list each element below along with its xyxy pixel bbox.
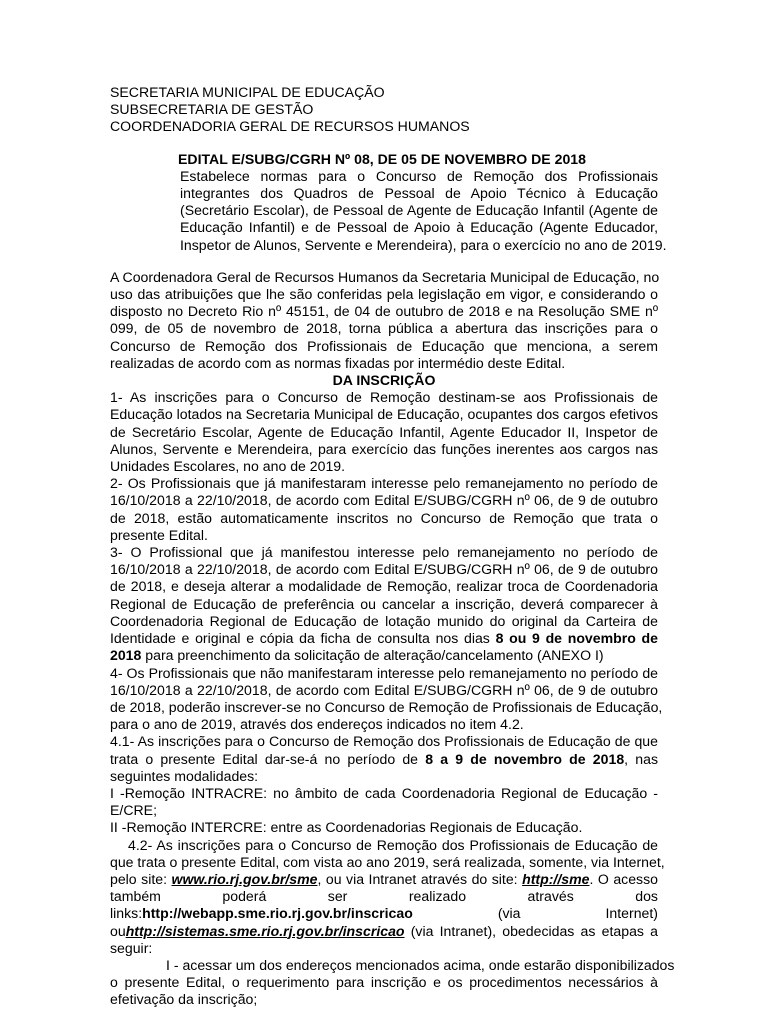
item-3-line: Coordenadoria Regional de Educação de lotação munido do original da Carteira de (110, 612, 658, 629)
item-1-line: Unidades Escolares, no ano de 2019. (110, 458, 346, 475)
item-4-2-line: que trata o presente Edital, com vista ao ano 2019, será realizada, somente, via Internet, (110, 853, 665, 870)
item-4-2 (110, 836, 665, 957)
item-3-year-bold: 2018 (110, 647, 142, 664)
item-3-line (110, 647, 658, 664)
item-2-line: 16/10/2018 a 22/10/2018, de acordo com Edital E/SUBG/CGRH nº 06, de 9 de outubro (110, 492, 658, 509)
item-4-1-line (110, 751, 658, 768)
item-1-line: Educação lotados na Secretaria Municipal de Educação, ocupantes dos cargos efetivos (110, 406, 658, 423)
item-4-line: 4- Os Profissionais que não manifestaram interesse pelo remanejamento no período de (110, 664, 658, 681)
item-4-2-line (110, 888, 658, 905)
intro-line: disposto no Decreto Rio nº 45151, de 04 de outubro de 2018 e na Resolução SME nº (110, 303, 658, 320)
document-header (110, 84, 658, 136)
step-i (110, 956, 675, 1009)
summary-line: Estabelece normas para o Concurso de Remoção dos Profissionais (180, 167, 658, 184)
item-3-line: 3- O Profissional que já manifestou interesse pelo remanejamento no período de (110, 544, 658, 561)
item-4-1-text: trata o presente Edital dar-se-á no período de (110, 750, 426, 767)
item-3-dates-bold: 8 ou 9 de novembro de (495, 630, 658, 647)
item-4-2-text: . O acesso (589, 870, 658, 887)
item-4-2-line (110, 923, 658, 940)
item-4-2-text: pelo site: (110, 870, 172, 887)
item-3-line: Regional de Educação de preferência ou cancelar a inscrição, deverá comparecer à (110, 595, 658, 612)
intro-line: Concurso de Remoção dos Profissionais de Educação que menciona, a serem (110, 337, 658, 354)
item-4-2-line (110, 871, 658, 888)
item-4-line: 16/10/2018 a 22/10/2018, de acordo com Edital E/SUBG/CGRH nº 06, de 9 de outubro (110, 681, 658, 698)
edital-title: EDITAL E/SUBG/CGRH Nº 08, DE 05 DE NOVEMBRO DE 2018 (178, 150, 586, 167)
item-4-1-line: 4.1- As inscrições para o Concurso de Remoção dos Profissionais de Educação de que (110, 733, 658, 750)
link-webapp-inscricao[interactable]: http://webapp.sme.rio.rj.gov.br/inscricao (142, 905, 413, 922)
item-4-2-text: (via Intranet) (404, 922, 493, 939)
word: ser (327, 888, 348, 905)
item-2 (110, 475, 658, 544)
item-4-1-period-bold: 8 a 9 de novembro de 2018 (425, 750, 625, 767)
step-i-line: I - acessar um dos endereços mencionados acima, onde estarão disponibilizados (166, 956, 675, 973)
link-intranet-sme[interactable]: http://sme (522, 870, 590, 887)
item-4-2-line (110, 905, 658, 922)
item-1-line: de Secretário Escolar, Agente de Educação Infantil, Agente Educador II, Inspetor de (110, 423, 658, 440)
intro-line: 099, de 05 de novembro de 2018, torna pública a abertura das inscrições para o (110, 320, 658, 337)
item-3-line: 16/10/2018 a 22/10/2018, de acordo com Edital E/SUBG/CGRH nº 06, de 9 de outubro (110, 561, 658, 578)
item-4-1-line: seguintes modalidades: (110, 767, 259, 784)
item-3-line (110, 630, 658, 647)
word: dos (635, 888, 658, 905)
intro-paragraph (110, 269, 658, 372)
intro-line: uso das atribuições que lhe são conferidas pela legislação em vigor, e considerando o (110, 286, 658, 303)
step-i-line: efetivação da inscrição; (110, 991, 258, 1008)
summary-line: integrantes dos Quadros de Pessoal de Apoio Técnico à Educação (180, 185, 658, 202)
item-4-2-text: , ou via Intranet através do site: (317, 870, 523, 887)
section-title: DA INSCRIÇÃO (332, 372, 436, 389)
intro-line: realizadas de acordo com as normas fixadas por intermédio deste Edital. (110, 354, 566, 371)
summary-line: Inspetor de Alunos, Servente e Merendeira), para o exercício no ano de 2019. (180, 236, 667, 253)
summary-line: Educação Infantil) e de Pessoal de Apoio à Educação (Agente Educador, (180, 219, 658, 236)
modality-intracre: I -Remoção INTRACRE: no âmbito de cada Coordenadoria Regional de Educação - (110, 784, 658, 801)
summary-line: (Secretário Escolar), de Pessoal de Agente de Educação Infantil (Agente de (180, 202, 658, 219)
intro-line: A Coordenadora Geral de Recursos Humanos da Secretaria Municipal de Educação, no (110, 268, 660, 285)
item-1-line: Alunos, Servente e Merendeira, para exercício das funções inerentes aos cargos nas (110, 440, 658, 457)
item-2-line: presente Edital. (110, 526, 208, 543)
word: através (527, 888, 574, 905)
header-line-secretaria: SECRETARIA MUNICIPAL DE EDUCAÇÃO (110, 84, 385, 100)
item-4 (110, 664, 663, 734)
edital-summary (180, 167, 667, 254)
word: também (110, 888, 161, 905)
item-4-2-text: ou (110, 922, 126, 939)
item-1-line: 1- As inscrições para o Concurso de Remoção destinam-se aos Profissionais de (110, 389, 658, 406)
item-4-2-text: Internet) (605, 905, 659, 922)
link-sistemas-inscricao[interactable]: http://sistemas.sme.rio.rj.gov.br/inscricao (125, 922, 405, 939)
item-4-2-line: 4.2- As inscrições para o Concurso de Remoção dos Profissionais de Educação de (128, 836, 658, 853)
modality-intercre: II -Remoção INTERCRE: entre as Coordenadorias Regionais de Educação. (110, 819, 583, 836)
item-4-2-line: seguir: (110, 939, 153, 956)
link-sme-site[interactable]: www.rio.rj.gov.br/sme (171, 870, 318, 887)
item-4-2-text: links: (110, 905, 143, 922)
item-2-line: de 2018, estão automaticamente inscritos no Concurso de Remoção que trata o (110, 509, 658, 526)
word: realizado (408, 888, 467, 905)
item-4-1 (110, 733, 658, 836)
modality-intracre-cont: E/CRE; (110, 802, 157, 819)
item-4-2-text: , obedecidas as etapas a (492, 922, 658, 939)
item-4-line: de 2018, poderão inscrever-se no Concurso de Remoção de Profissionais de Educação, (110, 698, 663, 715)
item-4-line: para o ano de 2019, através dos endereços indicados no item 4.2. (110, 716, 524, 733)
step-i-line: o presente Edital, o requerimento para inscrição e os procedimentos necessários à (110, 974, 658, 991)
item-2-line: 2- Os Profissionais que já manifestaram interesse pelo remanejamento no período de (110, 475, 658, 492)
header-line-coordenadoria: COORDENADORIA GERAL DE RECURSOS HUMANOS (110, 118, 470, 135)
item-4-1-text: , nas (624, 750, 658, 767)
header-line-subsecretaria: SUBSECRETARIA DE GESTÃO (110, 101, 314, 118)
item-3-text: Identidade e original e cópia da ficha de consulta nos dias (110, 630, 496, 647)
item-3-text: para preenchimento da solicitação de alteração/cancelamento (ANEXO I) (141, 647, 604, 664)
item-3 (110, 544, 658, 664)
item-1 (110, 389, 658, 475)
item-3-line: de 2018, e deseja alterar a modalidade de Remoção, realizar troca de Coordenadoria (110, 578, 658, 595)
item-4-2-text: (via (497, 905, 521, 922)
document-page (110, 84, 675, 1009)
word: poderá (222, 888, 267, 905)
